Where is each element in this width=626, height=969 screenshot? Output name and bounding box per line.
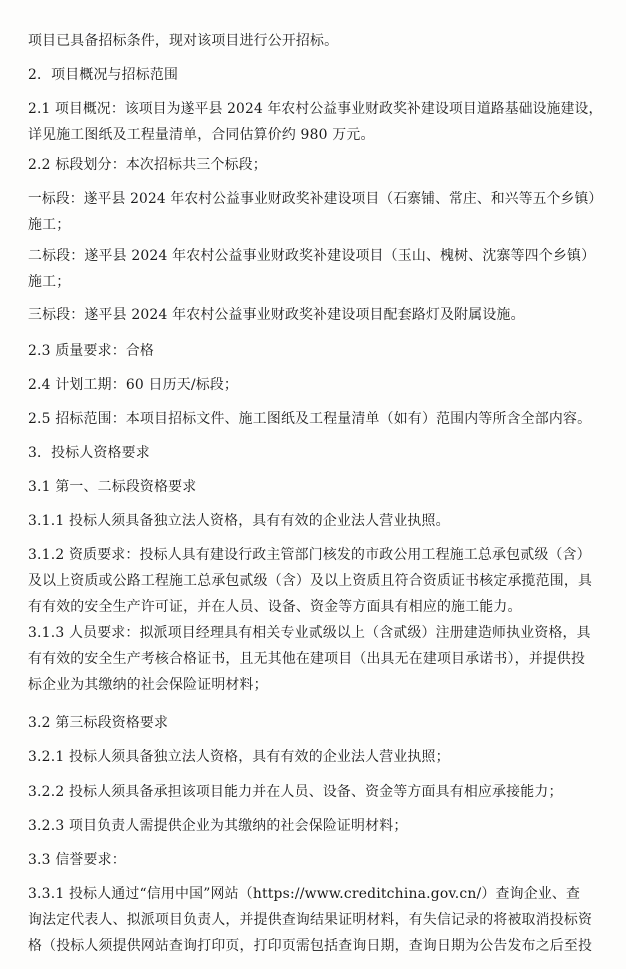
text-line: 2.5 招标范围：本项目招标文件、施工图纸及工程量清单（如有）范围内等所含全部内容。: [28, 411, 592, 427]
text-line: 2.3 质量要求：合格: [28, 343, 155, 359]
text-line: 3.3.1 投标人通过“信用中国”网站（https://www.creditchina.gov.cn/）查询企业、查: [28, 886, 581, 902]
text-line: 有有效的安全生产考核合格证书，且无其他在建项目（出具无在建项目承诺书），并提供投: [28, 651, 586, 667]
text-line: 3．投标人资格要求: [28, 445, 150, 461]
paragraph: [28, 96, 606, 148]
paragraph: [28, 406, 606, 432]
paragraph: [28, 372, 606, 398]
paragraph: [28, 779, 606, 805]
text-line: 施工；: [28, 274, 71, 290]
paragraph: [28, 62, 606, 88]
paragraph: [28, 813, 606, 839]
text-line: 2.1 项目概况：该项目为遂平县 2024 年农村公益事业财政奖补建设项目道路基础设施建设，: [28, 101, 603, 117]
paragraph: [28, 744, 606, 770]
paragraph: [28, 620, 606, 698]
paragraph: [28, 542, 606, 620]
text-line: 3.1 第一、二标段资格要求: [28, 479, 197, 495]
text-line: 一标段：遂平县 2024 年农村公益事业财政奖补建设项目（石寨铺、常庄、和兴等五个乡镇）: [28, 191, 603, 207]
text-line: 3.2 第三标段资格要求: [28, 715, 169, 731]
text-line: 详见施工图纸及工程量清单，合同估算价约 980 万元。: [28, 127, 375, 143]
text-line: 3.3 信誉要求：: [28, 852, 126, 868]
paragraph: [28, 186, 606, 238]
text-line: 询法定代表人、拟派项目负责人，并提供查询结果证明材料，有失信记录的将被取消投标资: [28, 912, 593, 928]
text-line: 3.1.3 人员要求：拟派项目经理具有相关专业贰级以上（含贰级）注册建造师执业资格，具: [28, 625, 591, 641]
paragraph: [28, 28, 606, 54]
paragraph: [28, 243, 606, 295]
text-line: 标企业为其缴纳的社会保险证明材料；: [28, 677, 268, 693]
paragraph: [28, 847, 606, 873]
paragraph: [28, 152, 606, 178]
text-line: 有有效的安全生产许可证，并在人员、设备、资金等方面具有相应的施工能力。: [28, 599, 522, 615]
paragraph: [28, 508, 606, 534]
paragraph: [28, 881, 606, 959]
text-line: 3.2.1 投标人须具备独立法人资格，具有有效的企业法人营业执照；: [28, 749, 450, 765]
paragraph: [28, 474, 606, 500]
text-line: 3.2.3 项目负责人需提供企业为其缴纳的社会保险证明材料；: [28, 818, 408, 834]
paragraph: [28, 302, 606, 328]
text-line: 3.2.2 投标人须具备承担该项目能力并在人员、设备、资金等方面具有相应承接能力；: [28, 784, 563, 800]
text-line: 施工；: [28, 217, 71, 233]
text-line: 3.1.1 投标人须具备独立法人资格，具有有效的企业法人营业执照。: [28, 513, 450, 529]
paragraph: [28, 338, 606, 364]
text-line: 格（投标人须提供网站查询打印页，打印页需包括查询日期，查询日期为公告发布之后至投: [28, 938, 593, 954]
text-line: 项目已具备招标条件，现对该项目进行公开招标。: [28, 33, 339, 49]
text-line: 及以上资质或公路工程施工总承包贰级（含）及以上资质且符合资质证书核定承揽范围，具: [28, 573, 593, 589]
text-line: 3.1.2 资质要求：投标人具有建设行政主管部门核发的市政公用工程施工总承包贰级（含）: [28, 547, 591, 563]
text-line: 2.4 计划工期：60 日历天/标段；: [28, 377, 239, 393]
text-line: 2．项目概况与招标范围: [28, 67, 179, 83]
text-line: 2.2 标段划分：本次招标共三个标段；: [28, 157, 267, 173]
text-line: 三标段：遂平县 2024 年农村公益事业财政奖补建设项目配套路灯及附属设施。: [28, 307, 525, 323]
paragraph: [28, 440, 606, 466]
paragraph: [28, 710, 606, 736]
text-line: 二标段：遂平县 2024 年农村公益事业财政奖补建设项目（玉山、槐树、沈寨等四个乡镇）: [28, 248, 596, 264]
